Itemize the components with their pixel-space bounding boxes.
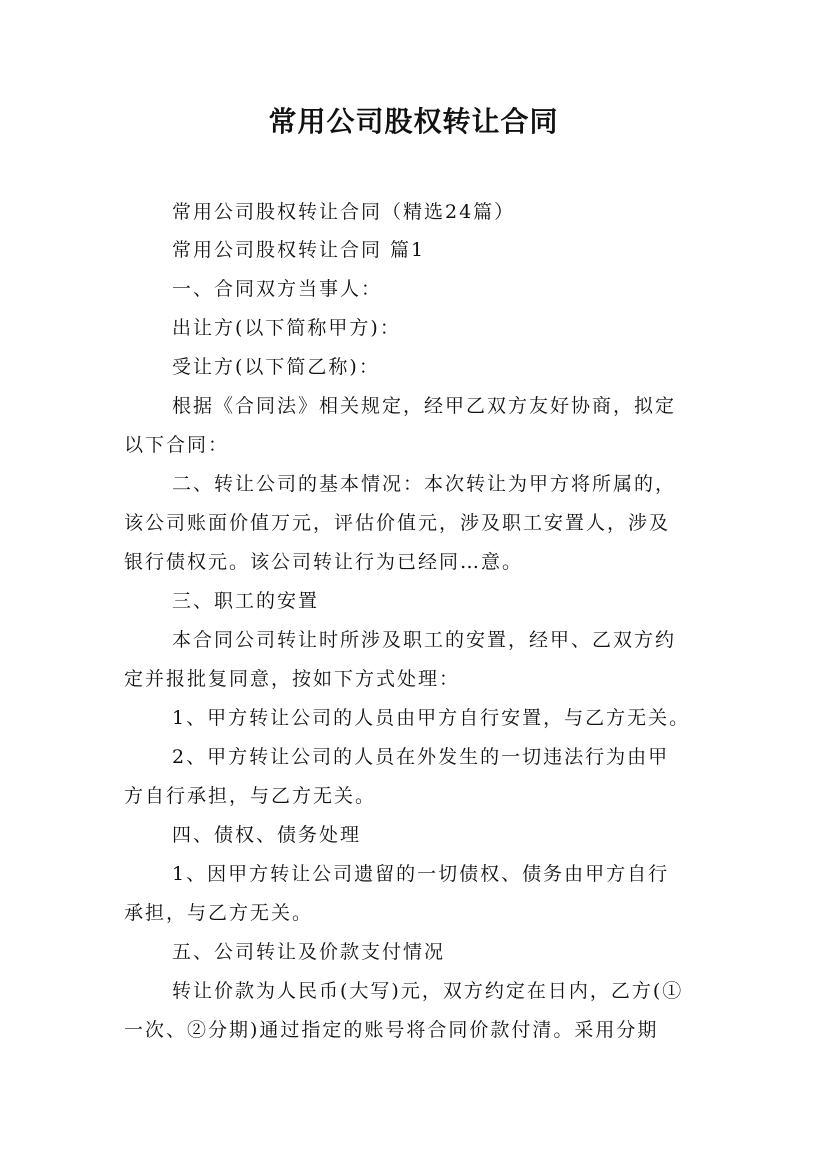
paragraph-line: 方自行承担，与乙方无关。 [124, 785, 377, 807]
paragraph-line: 根据《合同法》相关规定，经甲乙双方友好协商，拟定 [172, 395, 677, 417]
clause-heading: 四、债权、债务处理 [172, 824, 362, 846]
party-line: 受让方(以下简乙称)： [172, 356, 380, 378]
clause-heading: 一、合同双方当事人： [172, 278, 383, 300]
clause-heading: 二、转让公司的基本情况：本次转让为甲方将所属的， [172, 473, 677, 495]
list-item: 2、甲方转让公司的人员在外发生的一切违法行为由甲 [172, 746, 670, 768]
paragraph-line: 承担，与乙方无关。 [124, 902, 314, 924]
list-item: 1、因甲方转让公司遗留的一切债权、债务由甲方自行 [172, 863, 670, 885]
list-item: 1、甲方转让公司的人员由甲方自行安置，与乙方无关。 [172, 707, 691, 729]
paragraph-line: 以下合同： [124, 434, 230, 456]
clause-heading: 三、职工的安置 [172, 590, 320, 612]
section-heading: 常用公司股权转让合同 篇1 [172, 239, 426, 261]
paragraph-line: 一次、②分期)通过指定的账号将合同价款付清。采用分期 [124, 1019, 659, 1041]
paragraph-line: 转让价款为人民币(大写)元，双方约定在日内，乙方(① [172, 980, 684, 1002]
clause-heading: 五、公司转让及价款支付情况 [172, 941, 446, 963]
paragraph-line: 银行债权元。该公司转让行为已经同…意。 [124, 551, 524, 573]
document-title: 常用公司股权转让合同 [268, 105, 559, 138]
paragraph-line: 该公司账面价值万元，评估价值元，涉及职工安置人，涉及 [124, 512, 671, 534]
subtitle-line: 常用公司股权转让合同（精选24篇） [172, 201, 516, 223]
paragraph-line: 定并报批复同意，按如下方式处理： [124, 668, 461, 690]
party-line: 出让方(以下简称甲方)： [172, 317, 401, 339]
paragraph-line: 本合同公司转让时所涉及职工的安置，经甲、乙双方约 [172, 629, 677, 651]
